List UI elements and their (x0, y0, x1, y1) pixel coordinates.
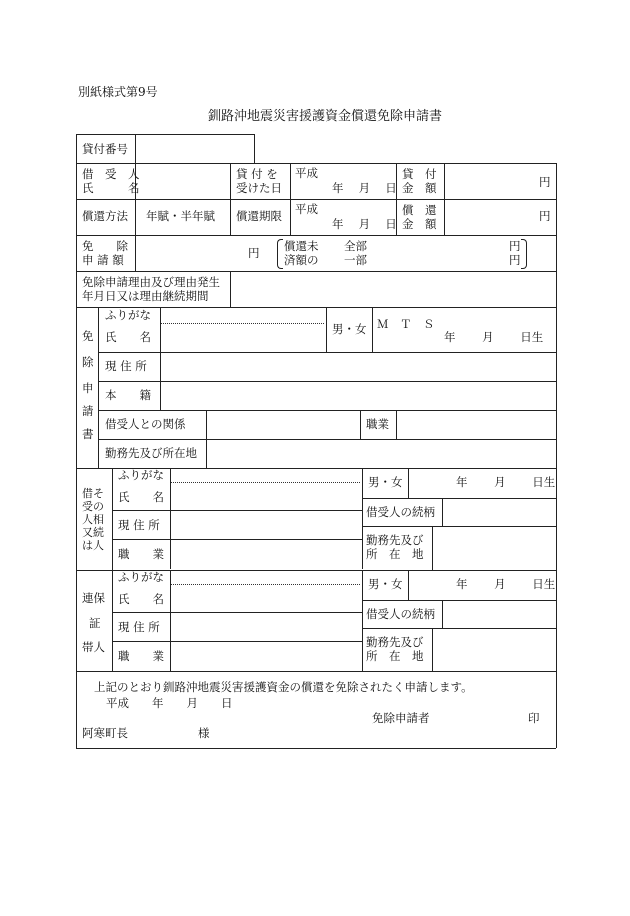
heir-side-5: は人 (82, 539, 104, 552)
repaid-amount-label-2: 金 額 (402, 217, 437, 231)
guarantor-sex-options[interactable]: 男・女 (368, 577, 403, 591)
heir-side-4: 又続 (82, 526, 104, 539)
heir-workplace-field[interactable] (434, 528, 554, 569)
loan-date-field[interactable]: 年 月 日 (332, 181, 397, 195)
seal-mark: 印 (528, 711, 540, 725)
applicant-workplace-field[interactable] (208, 441, 554, 467)
reason-field[interactable] (232, 273, 554, 306)
applicant-job-label: 職業 (366, 417, 389, 431)
all-option[interactable]: 全部 (344, 239, 367, 253)
guarantor-birthdate[interactable]: 年 月 日生 (456, 577, 556, 591)
heir-relation-label: 借受人の続柄 (366, 505, 435, 519)
form-number: 別紙様式第9号 (78, 85, 158, 99)
borrower-name-label: 氏 名 (82, 181, 140, 195)
guarantor-side-1: 連保 (82, 591, 105, 605)
applicant-signature-label: 免除申請者 (372, 711, 430, 725)
era-heisei: 平成 (295, 166, 318, 180)
side-char-3: 申 (82, 381, 94, 395)
guarantor-job-field[interactable] (172, 643, 360, 670)
applicant-address-label: 現 住 所 (105, 359, 147, 373)
applicant-relation-label: 借受人との関係 (105, 417, 186, 431)
honorific-sama: 様 (198, 726, 210, 740)
loan-amount-label-2: 金 額 (402, 181, 437, 195)
applicant-furigana-label: ふりがな (105, 308, 151, 322)
guarantor-name-field[interactable] (172, 586, 360, 611)
guarantor-relation-label: 借受人の続柄 (366, 607, 435, 621)
guarantor-name-label: 氏 名 (118, 592, 164, 606)
repaid-amount-label: 償 還 (402, 203, 437, 217)
applicant-name-label: 氏 名 (105, 330, 151, 344)
heir-workplace-label: 勤務先及び (366, 533, 424, 547)
repayment-method-options[interactable]: 年賦・半年賦 (146, 209, 215, 223)
heir-name-label: 氏 名 (118, 490, 164, 504)
era-heisei-2: 平成 (295, 202, 318, 216)
loan-amount-yen: 円 (539, 175, 551, 189)
repaid-amount-yen: 円 (539, 209, 551, 223)
heir-workplace-label-2: 所 在 地 (366, 547, 424, 561)
side-char-4: 請 (82, 404, 94, 418)
heir-side-3: 人相 (82, 513, 104, 526)
exemption-amount-label-2: 申 請 額 (82, 253, 124, 267)
left-brace (277, 239, 283, 269)
heir-job-label: 職 業 (118, 547, 164, 561)
reason-label: 免除申請理由及び理由発生 (82, 275, 220, 289)
heir-address-field[interactable] (172, 512, 360, 538)
unpaid-label-2: 済額の (284, 253, 319, 267)
applicant-domicile-field[interactable] (162, 383, 554, 409)
applicant-relation-field[interactable] (208, 412, 358, 438)
guarantor-address-field[interactable] (172, 614, 360, 640)
applicant-name-field[interactable] (162, 325, 324, 351)
applicant-domicile-label: 本 籍 (105, 388, 151, 402)
heir-birthdate[interactable]: 年 月 日生 (456, 475, 556, 489)
unpaid-label: 償還未 (284, 239, 319, 253)
guarantor-side-2: 証 (89, 616, 101, 630)
guarantor-relation-field[interactable] (444, 602, 554, 627)
guarantor-address-label: 現 住 所 (118, 620, 160, 634)
applicant-job-field[interactable] (398, 412, 554, 438)
borrower-name-field[interactable] (137, 165, 229, 198)
exemption-amount-label: 免 除 (82, 239, 128, 253)
all-yen: 円 (509, 239, 521, 253)
repayment-deadline-label: 償還期限 (236, 209, 282, 223)
heir-sex-options[interactable]: 男・女 (368, 475, 403, 489)
heir-side-2: 受の (82, 500, 104, 513)
declaration-statement: 上記のとおり釧路沖地震災害援護資金の償還を免除されたく申請します。 (94, 680, 473, 694)
part-yen: 円 (509, 253, 521, 267)
mayor-label: 阿寒町長 (82, 726, 128, 740)
applicant-address-field[interactable] (162, 354, 554, 380)
exemption-amount-yen: 円 (248, 246, 260, 260)
applicant-workplace-label: 勤務先及び所在地 (105, 446, 197, 460)
heir-furigana-label: ふりがな (118, 468, 164, 482)
borrower-label: 借 受 人 (82, 167, 140, 181)
guarantor-side-3: 帯人 (82, 640, 105, 654)
heir-side-1: 借そ (82, 487, 104, 500)
form-title: 釧路沖地震災害援護資金償還免除申請書 (208, 109, 443, 124)
heir-name-field[interactable] (172, 484, 360, 509)
part-option[interactable]: 一部 (344, 253, 367, 267)
side-char-1: 免 (82, 329, 94, 343)
heir-relation-field[interactable] (444, 500, 554, 525)
applicant-sex-options[interactable]: 男・女 (332, 322, 367, 336)
guarantor-job-label: 職 業 (118, 649, 164, 663)
reason-label-2: 年月日又は理由継続期間 (82, 289, 209, 303)
repayment-method-label: 償還方法 (82, 209, 128, 223)
right-brace (521, 239, 527, 269)
applicant-era-options[interactable]: Ｍ Ｔ Ｓ (377, 317, 435, 331)
loan-received-label-2: 受けた日 (236, 181, 282, 195)
guarantor-workplace-label-2: 所 在 地 (366, 649, 424, 663)
side-char-2: 除 (82, 355, 94, 369)
applicant-birthdate[interactable]: 年 月 日生 (444, 330, 544, 344)
loan-number-label: 貸付番号 (82, 142, 128, 156)
deadline-date-field[interactable]: 年 月 日 (332, 217, 397, 231)
guarantor-workplace-field[interactable] (434, 630, 554, 670)
guarantor-workplace-label: 勤務先及び (366, 635, 424, 649)
heir-job-field[interactable] (172, 541, 360, 569)
side-char-5: 書 (82, 427, 94, 441)
loan-amount-label: 貸 付 (402, 167, 437, 181)
heir-address-label: 現 住 所 (118, 518, 160, 532)
application-date[interactable]: 平成 年 月 日 (106, 696, 233, 710)
loan-number-field[interactable] (137, 136, 252, 162)
loan-received-label: 貸 付 を (236, 167, 278, 181)
guarantor-furigana-label: ふりがな (118, 570, 164, 584)
